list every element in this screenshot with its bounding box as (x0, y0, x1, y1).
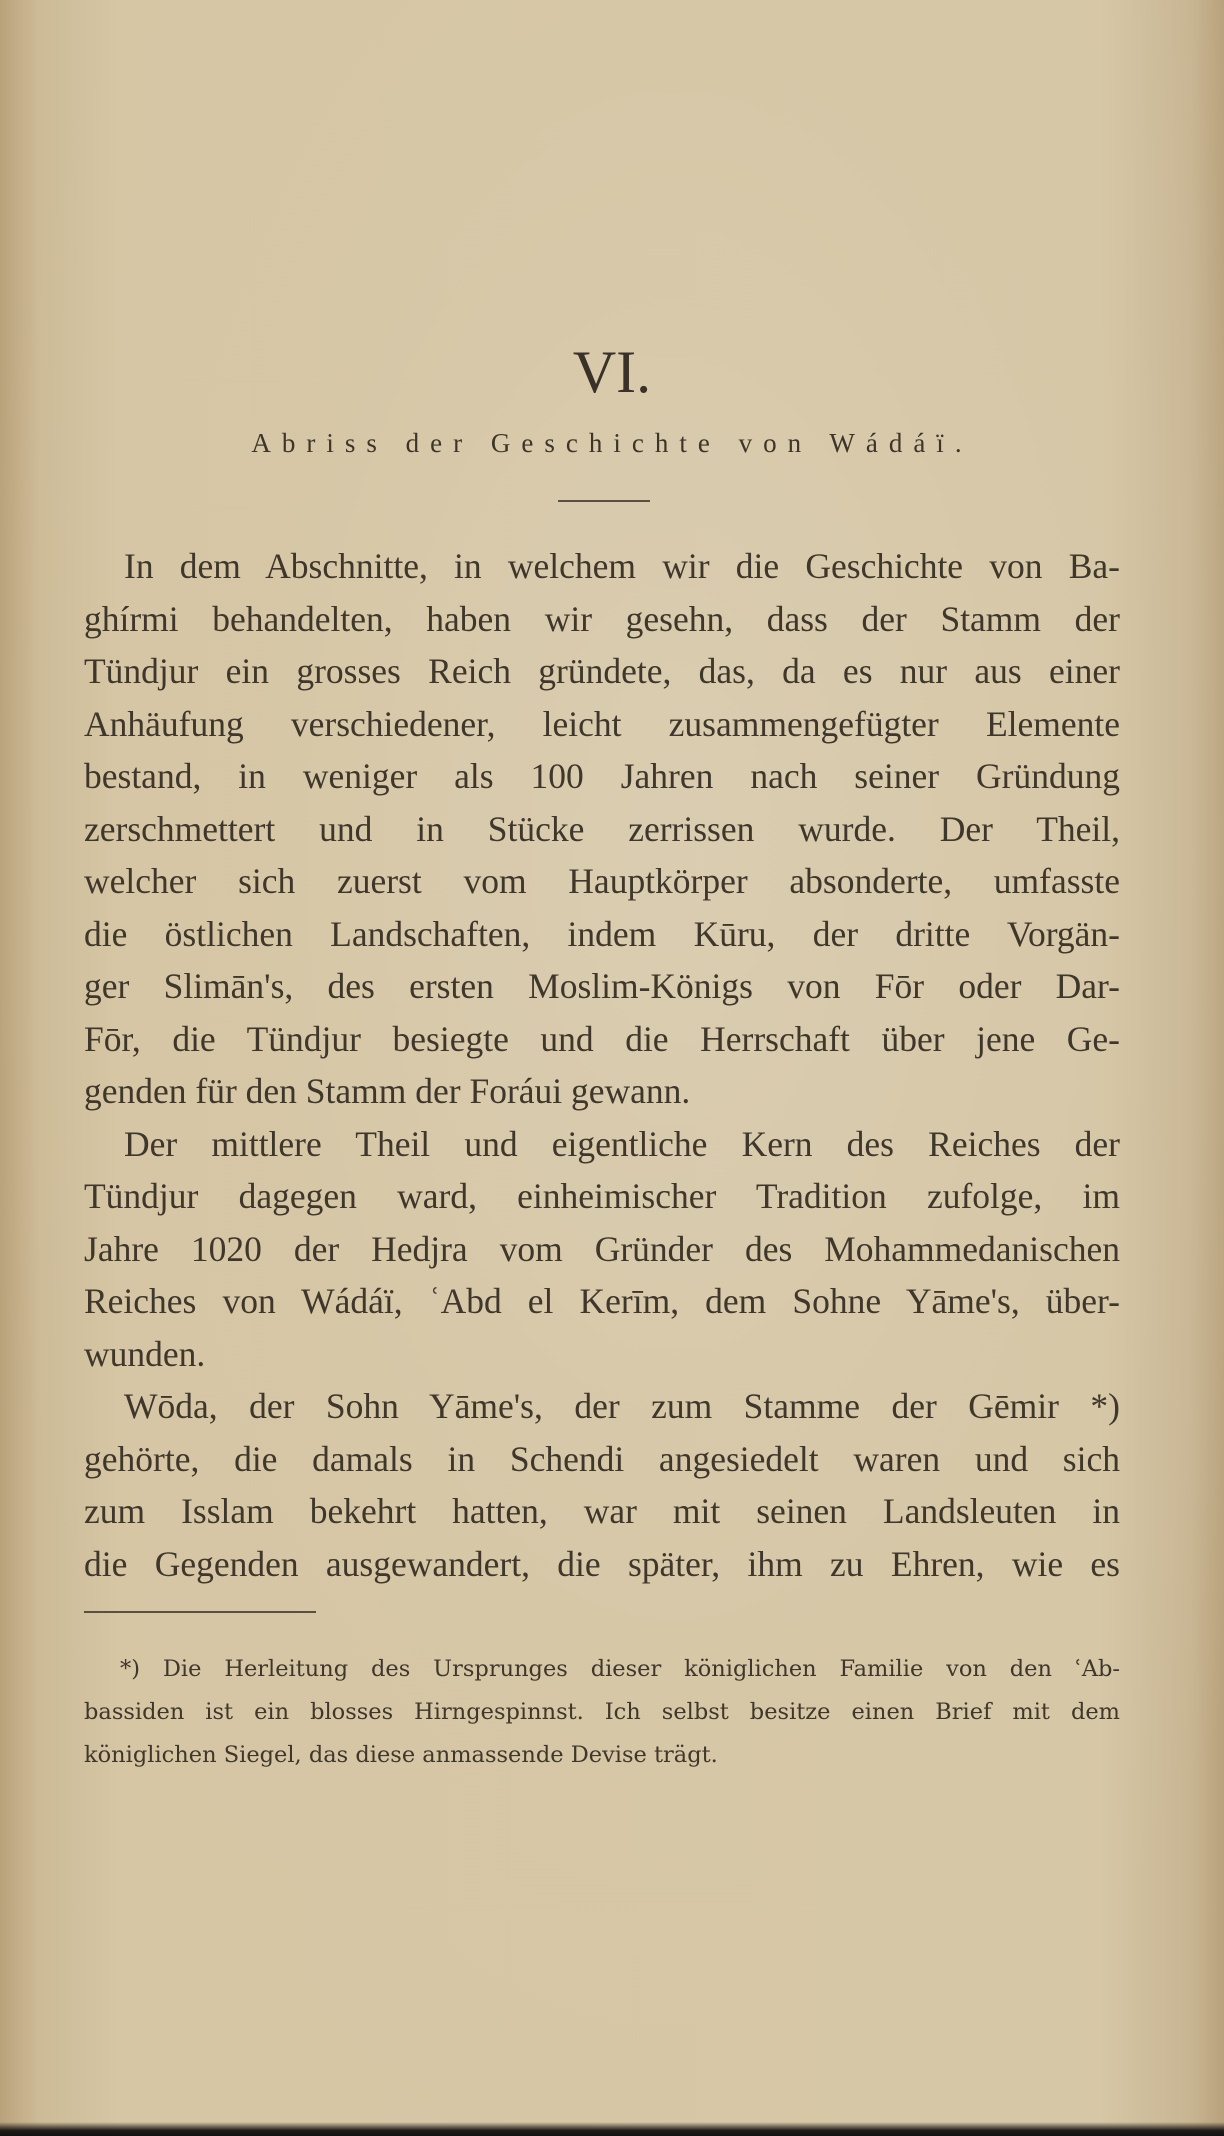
text-line: Tündjur dagegen ward, einheimischer Tradition zufolge, im (84, 1176, 1120, 1216)
text-line: ger Slimān's, des ersten Moslim-Königs von Fōr oder Dar- (84, 966, 1120, 1006)
text-line: genden für den Stamm der Foráui gewann. (84, 1071, 691, 1111)
text-line: Anhäufung verschiedener, leicht zusammengefügter Elemente (84, 703, 1120, 744)
text-line: die Gegenden ausgewandert, die später, ihm zu Ehren, wie es (84, 1543, 1120, 1584)
title-divider (558, 500, 650, 502)
text-line: Wōda, der Sohn Yāme's, der zum Stamme der Gēmir *) (124, 1386, 1120, 1426)
chapter-title: Abriss der Geschichte von Wádáï. (251, 428, 973, 458)
text-line: bestand, in weniger als 100 Jahren nach seiner Gründung (84, 756, 1120, 796)
text-line: In dem Abschnitte, in welchem wir die Geschichte von Ba- (124, 546, 1120, 586)
text-line: ghírmi behandelten, haben wir gesehn, dass der Stamm der (84, 598, 1120, 639)
footnote-line: bassiden ist ein blosses Hirngespinnst. Ich selbst besitze einen Brief mit dem (84, 1699, 1120, 1725)
footnote-line: königlichen Siegel, das diese anmassende Devise trägt. (84, 1742, 718, 1768)
page-bottom-edge (0, 2122, 1224, 2136)
text-line: die östlichen Landschaften, indem Kūru, der dritte Vorgän- (84, 913, 1120, 954)
text-line: gehörte, die damals in Schendi angesiedelt waren und sich (84, 1438, 1120, 1479)
text-line: wunden. (84, 1333, 206, 1374)
footnote-divider (84, 1611, 316, 1613)
text-line: Tündjur ein grosses Reich gründete, das, da es nur aus einer (84, 651, 1120, 691)
footnote (84, 1648, 1120, 1777)
chapter-number: VI. (572, 339, 652, 405)
text-line: zum Isslam bekehrt hatten, war mit seinen Landsleuten in (84, 1491, 1120, 1531)
body-text (84, 540, 1120, 1590)
text-line: welcher sich zuerst vom Hauptkörper absonderte, umfasste (84, 861, 1120, 901)
text-line: zerschmettert und in Stücke zerrissen wurde. Der Theil, (84, 808, 1120, 849)
text-line: Jahre 1020 der Hedjra vom Gründer des Mohammedanischen (84, 1228, 1120, 1269)
text-line: Der mittlere Theil und eigentliche Kern des Reiches der (124, 1123, 1120, 1164)
text-line: Fōr, die Tündjur besiegte und die Herrschaft über jene Ge- (84, 1018, 1120, 1059)
text-line: Reiches von Wádáï, ʿAbd el Kerīm, dem Sohne Yāme's, über- (84, 1281, 1120, 1321)
footnote-line: *) Die Herleitung des Ursprunges dieser königlichen Familie von den ʿAb- (120, 1656, 1120, 1682)
